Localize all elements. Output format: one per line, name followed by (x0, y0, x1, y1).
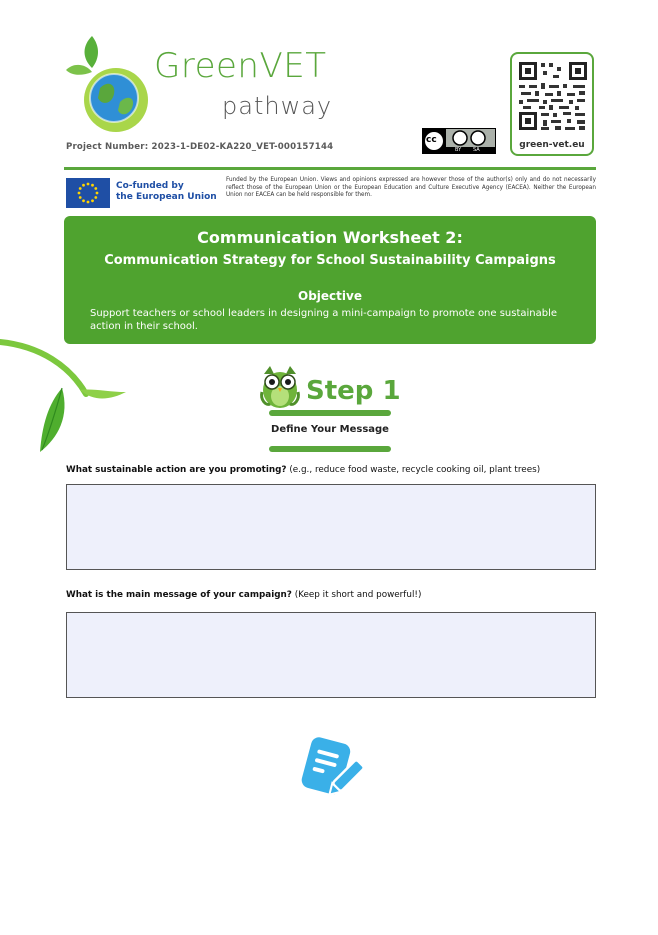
question-2 (66, 590, 421, 600)
cc-license-badge (422, 128, 496, 154)
cc-sa-label: SA (473, 147, 480, 153)
eu-line2: the European Union (116, 192, 217, 202)
cc-label: cc (426, 135, 437, 145)
answer-field-1[interactable] (66, 484, 596, 570)
worksheet-subtitle: Communication Strategy for School Sustainability Campaigns (104, 253, 556, 268)
objective-text: Support teachers or school leaders in designing a mini-campaign to promote one sustainable action in their school. (90, 308, 558, 332)
qr-code-icon (513, 58, 593, 138)
eu-cofunded-label (116, 181, 217, 203)
brand-name: GreenVET (154, 46, 327, 86)
question-1-hint: (e.g., reduce food waste, recycle cooking oil, plant trees) (286, 465, 541, 475)
qr-code[interactable] (510, 52, 594, 156)
step-subtitle: Define Your Message (271, 424, 389, 435)
project-number: Project Number: 2023-1-DE02-KA220_VET-000157144 (66, 142, 334, 152)
step-divider-top (269, 410, 391, 416)
greenvet-logo (64, 32, 334, 137)
question-2-text: What is the main message of your campaign? (66, 590, 292, 600)
step-divider-bottom (269, 446, 391, 452)
eu-flag-icon (66, 178, 110, 208)
step-title: Step 1 (306, 376, 401, 406)
question-1-text: What sustainable action are you promoting? (66, 465, 287, 475)
funding-disclaimer: Funded by the European Union. Views and opinions expressed are however those of the author(s) only and do not necessarily reflect those of the European Union or the European Education and Culture Executive Agency (EACEA). Neither the European Union nor EACEA can be held responsible for them. (226, 177, 596, 198)
cc-by-label: BY (455, 147, 462, 153)
worksheet-title: Communication Worksheet 2: (197, 228, 463, 247)
owl-mascot-icon (258, 364, 302, 410)
brand-subtitle: pathway (222, 92, 333, 120)
eu-line1: Co-funded by (116, 181, 184, 191)
worksheet-banner (64, 216, 596, 344)
question-1 (66, 465, 540, 475)
document-edit-icon (295, 735, 365, 805)
question-2-hint: (Keep it short and powerful!) (291, 590, 422, 600)
header-divider (64, 167, 596, 170)
website-link[interactable]: green-vet.eu (519, 140, 585, 150)
answer-field-2[interactable] (66, 612, 596, 698)
vine-leaf-icon (0, 330, 140, 460)
objective-heading: Objective (298, 289, 362, 303)
